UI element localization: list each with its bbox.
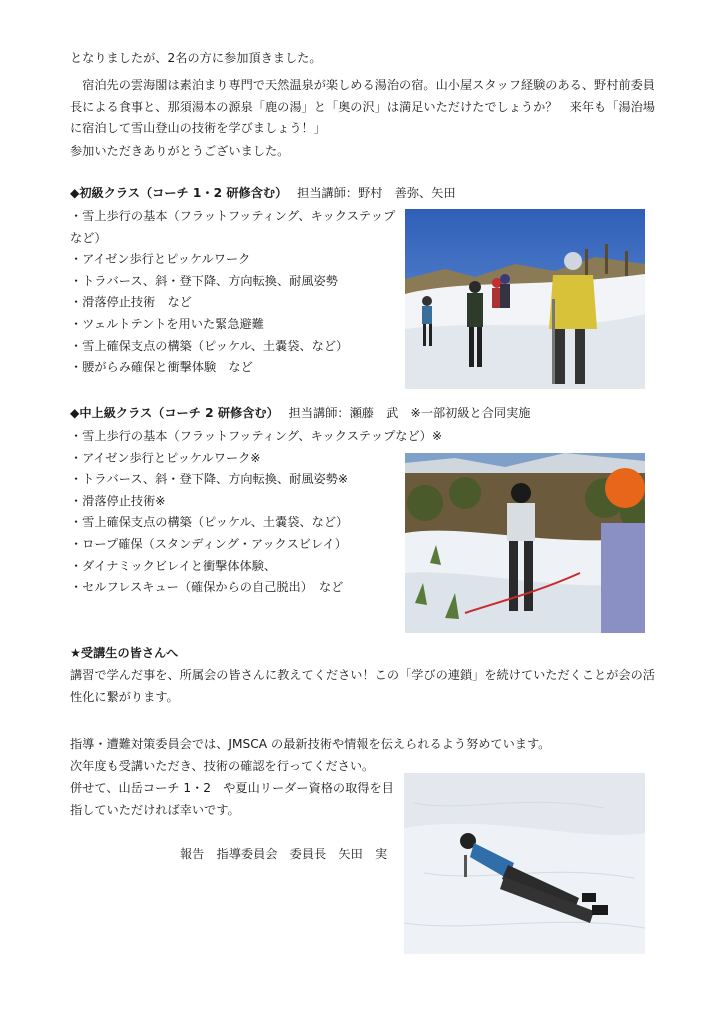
list-item: ・雪上歩行の基本（フラットフッティング、キックステップなど）※ [70,429,443,443]
list-item: ・アイゼン歩行とピッケルワーク [70,252,251,267]
list-item: ・トラバース、斜・登下降、方向転換、耐風姿勢※ [70,472,349,487]
thanks-line: 参加いただきありがとうございました。 [70,144,290,158]
intro-paragraph: 宿泊先の雲海閣は素泊まり専門で天然温泉が楽しめる湯治の宿。山小屋スタッフ経験のある、野村前委員長による食事と、那須湯本の源泉「鹿の湯」と「奥の沢」は満足いただけたでしょうか？ 来年も「湯治場に宿泊して雪山登山の技術を学びましょう！」 [70,78,655,135]
list-item: ・腰がらみ確保と衝撃体験 など [70,360,253,375]
closing-line-4: 指していただければ幸いです。 [70,803,240,817]
intro-line: となりましたが、2名の方に参加頂きました。 [70,51,322,65]
list-item: ・雪上確保支点の構築（ピッケル、土嚢袋、など） [70,338,349,353]
list-item: ・セルフレスキュー（確保からの自己脱出） など [70,580,344,595]
advanced-heading-row [70,403,530,423]
beginner-instructor: 担当講師：野村 善弥、矢田 [297,186,456,200]
students-body: 講習で学んだ事を、所属会の皆さんに教えてください！この「学びの連鎖」を続けていただくことが会の活性化に繋がります。 [70,668,655,704]
list-item: ・ロープ確保（スタンディング・アックスビレイ） [70,536,347,551]
advanced-instructor: 担当講師：瀬藤 武 ※一部初級と合同実施 [288,406,531,420]
advanced-class-photo [405,453,645,633]
beginner-list [70,206,402,379]
beginner-heading-row [70,183,456,203]
signature: 報告 指導委員会 委員長 矢田 実 [180,847,388,861]
list-item: ・雪上歩行の基本（フラットフッティング、キックステップなど） [70,209,396,245]
closing-line-2: 次年度も受講いただき、技術の確認を行ってください。 [70,759,375,773]
list-item: ・滑落停止技術 など [70,295,192,310]
closing-line-3: 併せて、山岳コーチ 1・2 や夏山リーダー資格の取得を目 [70,781,394,795]
list-item: ・ダイナミックビレイと衝撃体体験、 [70,558,277,573]
beginner-class-photo [405,209,645,389]
list-item: ・ツェルトテントを用いた緊急避難 [70,316,264,331]
list-item: ・滑落停止技術※ [70,493,166,508]
beginner-heading: ◆初級クラス（コーチ 1・2 研修含む） [70,186,288,200]
list-item: ・トラバース、斜・登下降、方向転換、耐風姿勢 [70,273,338,288]
closing-line-1: 指導・遭難対策委員会では、JMSCA の最新技術や情報を伝えられるよう努めています。 [70,737,551,751]
list-item: ・アイゼン歩行とピッケルワーク※ [70,450,261,465]
list-item: ・雪上確保支点の構築（ピッケル、土嚢袋、など） [70,515,349,530]
self-arrest-photo [404,773,645,954]
students-heading: ★受講生の皆さんへ [70,646,179,660]
advanced-heading: ◆中上級クラス（コーチ 2 研修含む） [70,406,279,420]
